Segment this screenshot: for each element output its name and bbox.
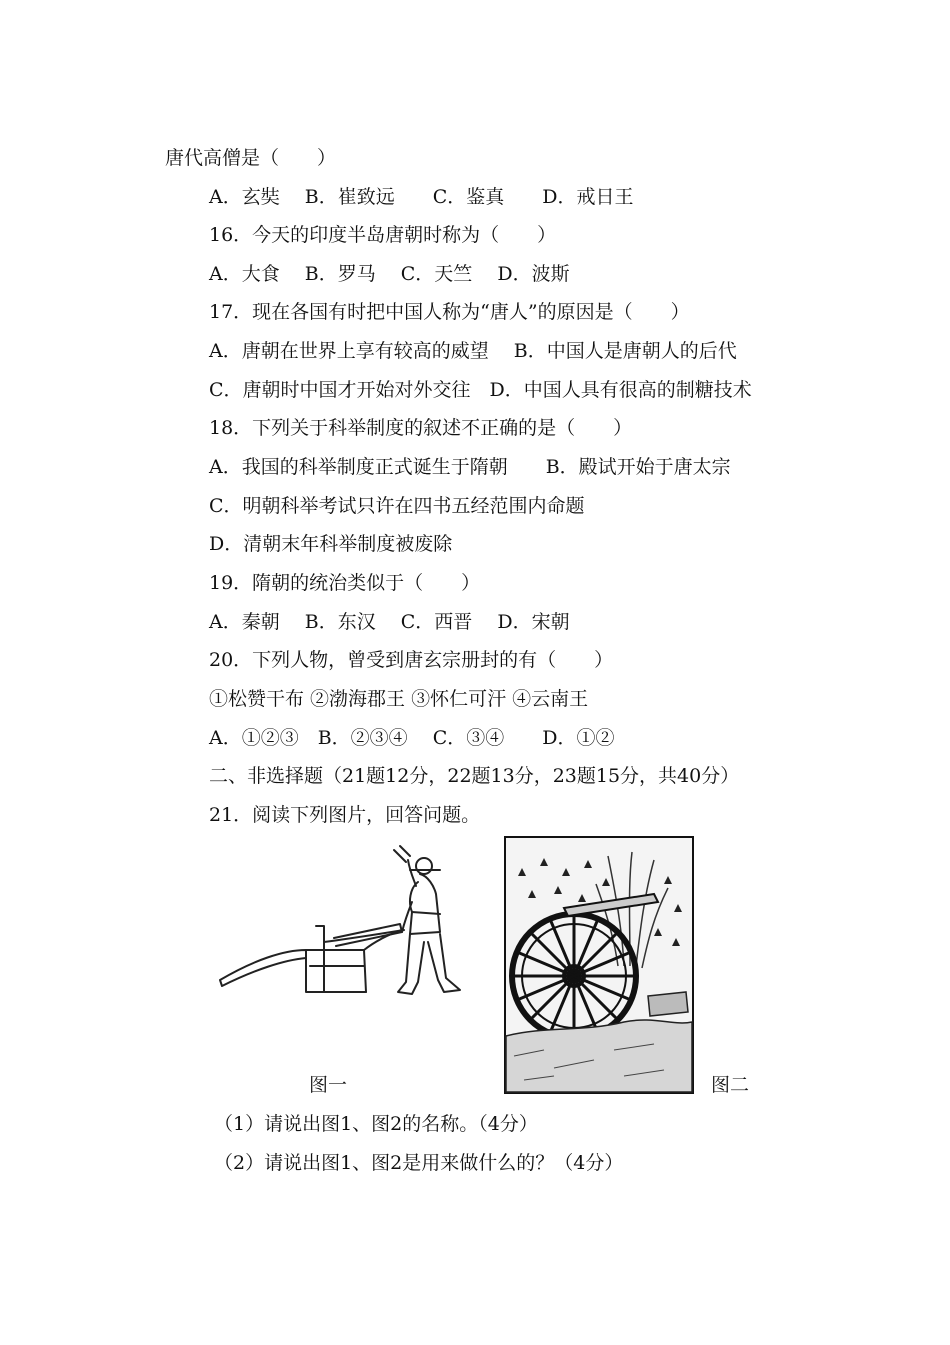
q16-stem: 16．今天的印度半岛唐朝时称为（ ） (209, 224, 557, 246)
q21-stem: 21．阅读下列图片，回答问题。 (209, 804, 481, 826)
q17-options-ab: A．唐朝在世界上享有较高的威望 B．中国人是唐朝人的后代 (209, 340, 737, 362)
q17-options-cd: C．唐朝时中国才开始对外交往 D．中国人具有很高的制糖技术 (209, 379, 752, 401)
q21-part-2: （2）请说出图1、图2是用来做什么的？（4分） (214, 1152, 624, 1174)
q18-options-ab: A．我国的科举制度正式诞生于隋朝 B．殿试开始于唐太宗 (209, 456, 731, 478)
water-wheel-illustration (504, 836, 694, 1094)
q18-option-d: D．清朝末年科举制度被废除 (209, 533, 453, 555)
figure-1-caption: 图一 (309, 1074, 348, 1096)
q16-options: A．大食 B．罗马 C．天竺 D．波斯 (209, 263, 570, 285)
q19-stem: 19．隋朝的统治类似于（ ） (209, 572, 481, 594)
q15-options: A．玄奘 B．崔致远 C．鉴真 D．戒日王 (209, 186, 634, 208)
q18-option-c: C．明朝科举考试只许在四书五经范围内命题 (209, 495, 585, 517)
q19-options: A．秦朝 B．东汉 C．西晋 D．宋朝 (209, 611, 570, 633)
q20-stem: 20．下列人物，曾受到唐玄宗册封的有（ ） (209, 649, 614, 671)
q20-options: A．①②③ B．②③④ C．③④ D．①② (209, 727, 615, 749)
q17-stem: 17．现在各国有时把中国人称为“唐人”的原因是（ ） (209, 301, 690, 323)
plough-illustration (214, 842, 474, 1002)
q20-items: ①松赞干布 ②渤海郡王 ③怀仁可汗 ④云南王 (209, 688, 589, 710)
q21-part-1: （1）请说出图1、图2的名称。（4分） (214, 1113, 538, 1135)
figure-2-caption: 图二 (711, 1074, 750, 1096)
q18-stem: 18．下列关于科举制度的叙述不正确的是（ ） (209, 417, 633, 439)
q15-stem: 唐代高僧是（ ） (165, 147, 337, 169)
section-two-heading: 二、非选择题（21题12分，22题13分，23题15分，共40分） (209, 765, 740, 787)
